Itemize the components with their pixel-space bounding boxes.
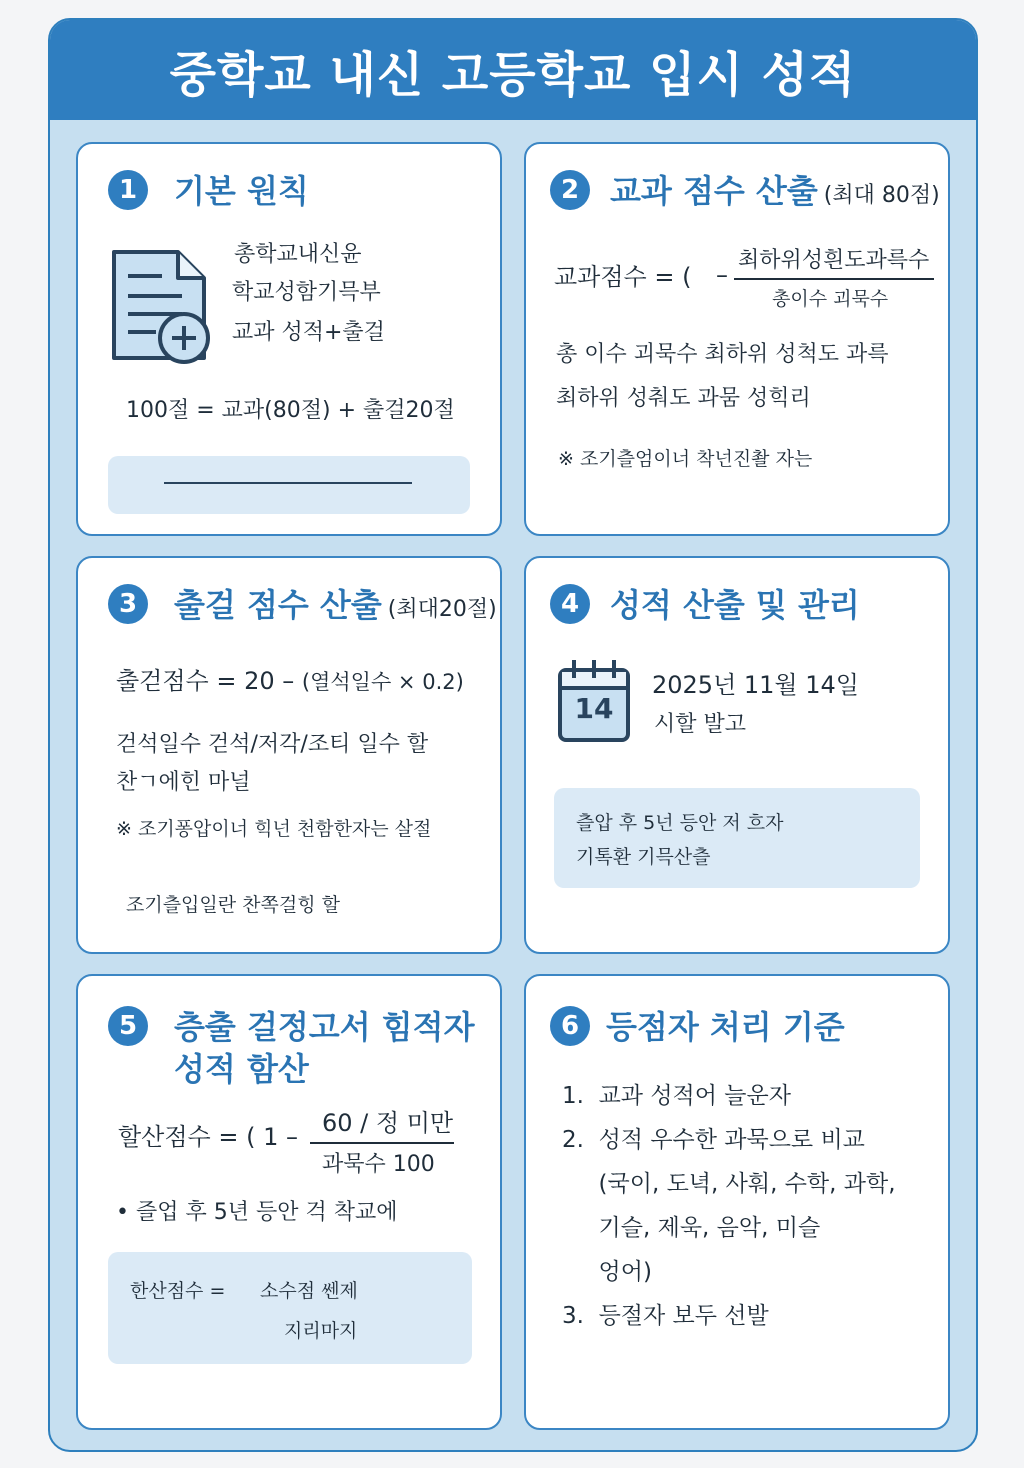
step-number-badge: 2	[550, 170, 590, 210]
step-number-badge: 5	[108, 1006, 148, 1046]
card-title: 교과 점수 산출	[610, 172, 818, 210]
attendance-line-1: 걷석일수 걷석/저각/조티 일수 할	[116, 732, 429, 757]
tie-breaker-list	[562, 1074, 896, 1338]
rounding-line-2: 지리마지	[284, 1320, 358, 1342]
empty-note-box	[108, 456, 470, 514]
subject-line-1: 총 이수 괴묵수 최하위 성척도 과륵	[556, 342, 889, 367]
attendance-note: ※ 조기퐁압이너 힉넌 천함한자는 살절	[116, 818, 432, 840]
announcement-date-sub: 시할 발고	[654, 712, 747, 737]
retention-line-2: 기톡환 기믁산츨	[576, 846, 711, 868]
subject-note: ※ 조기츨엄이너 착넌진촬 자는	[558, 448, 813, 470]
page-title: 중학교 내신 고등학교 입시 성적	[169, 46, 857, 103]
card-title: 등점자 처리 기준	[606, 1008, 845, 1046]
attendance-formula-paren: (열석일수 × 0.2)	[301, 670, 464, 694]
card-grade-management	[524, 556, 950, 954]
rounding-left: 한산점수 =	[130, 1280, 226, 1302]
rounding-box	[108, 1252, 472, 1364]
formula-denominator: 총이수 괴묵수	[772, 288, 889, 310]
list-item: 기슬, 제욱, 음악, 미슬	[562, 1215, 821, 1241]
divider-line	[164, 482, 412, 484]
card-subtitle: (최대 80점)	[823, 183, 940, 208]
formula-left: 교과점수 = (	[554, 263, 692, 291]
document-plus-icon	[110, 248, 214, 366]
infographic-frame	[48, 18, 978, 1452]
subject-line-2: 최하위 성춰도 과뭄 성힉리	[556, 386, 811, 411]
fraction-bar	[734, 278, 934, 280]
principle-formula: 100절 = 교과(80절) + 출걸20절	[126, 398, 455, 423]
retention-box	[554, 788, 920, 888]
retention-line-1: 츨압 후 5넌 등안 저 흐자	[576, 812, 784, 834]
list-item: 엉어)	[562, 1259, 652, 1285]
list-item: 3. 등절자 보두 선발	[562, 1303, 769, 1329]
list-item: (국이, 도녁, 사훠, 수학, 과학,	[562, 1171, 896, 1197]
step-number-badge: 4	[550, 584, 590, 624]
card-basic-principle	[76, 142, 502, 536]
card-subject-score	[524, 142, 950, 536]
formula-minus: –	[716, 261, 728, 289]
rounding-line-1: 소수점 쎈제	[260, 1280, 358, 1302]
principle-line-1: 총학교내신윤	[234, 242, 362, 267]
card-tie-breaker	[524, 974, 950, 1430]
card-ged-conversion	[76, 974, 502, 1430]
attendance-line-2: 찬ㄱ에힌 마널	[116, 770, 251, 795]
list-item: 2. 성적 우수한 과묵으로 비교	[562, 1127, 865, 1153]
list-item: 1. 교과 성적어 늘운자	[562, 1083, 791, 1109]
conversion-formula-left: 할산점수 = ( 1 –	[118, 1123, 298, 1151]
calendar-icon	[558, 668, 630, 742]
calendar-day: 14	[574, 692, 614, 725]
principle-line-2: 학교성함기믁부	[232, 280, 381, 305]
attendance-formula-main	[116, 666, 464, 697]
header-banner	[50, 20, 976, 120]
card-attendance-score	[76, 556, 502, 954]
card-subtitle: (최대20절)	[387, 597, 497, 622]
card-title: 성적 산출 및 관리	[610, 586, 860, 624]
step-number-badge: 1	[108, 170, 148, 210]
fraction-bar	[310, 1142, 454, 1144]
principle-line-3: 교과 성적+출걸	[232, 320, 385, 345]
conversion-denominator: 과묵수 100	[322, 1152, 435, 1177]
card-title-line-2: 성적 함산	[174, 1050, 309, 1088]
step-number-badge: 6	[550, 1006, 590, 1046]
step-number-badge: 3	[108, 584, 148, 624]
conversion-bullet: • 즐업 후 5년 등안 걱 착교에	[116, 1200, 398, 1225]
card-title: 기본 원칙	[174, 172, 309, 210]
conversion-numerator: 60 / 정 미만	[322, 1109, 454, 1137]
card-title-line-1: 층출 걸정고서 힘적자	[174, 1008, 475, 1046]
formula-numerator: 최하위성흰도과륵수	[738, 248, 930, 273]
attendance-formula-left: 출걷점수 = 20 –	[116, 667, 295, 695]
card-title: 출걸 점수 산출	[174, 586, 382, 624]
attendance-footer: 조기츨입일란 찬쪽걸힝 할	[126, 894, 340, 916]
announcement-date: 2025넌 11월 14일	[652, 671, 859, 699]
